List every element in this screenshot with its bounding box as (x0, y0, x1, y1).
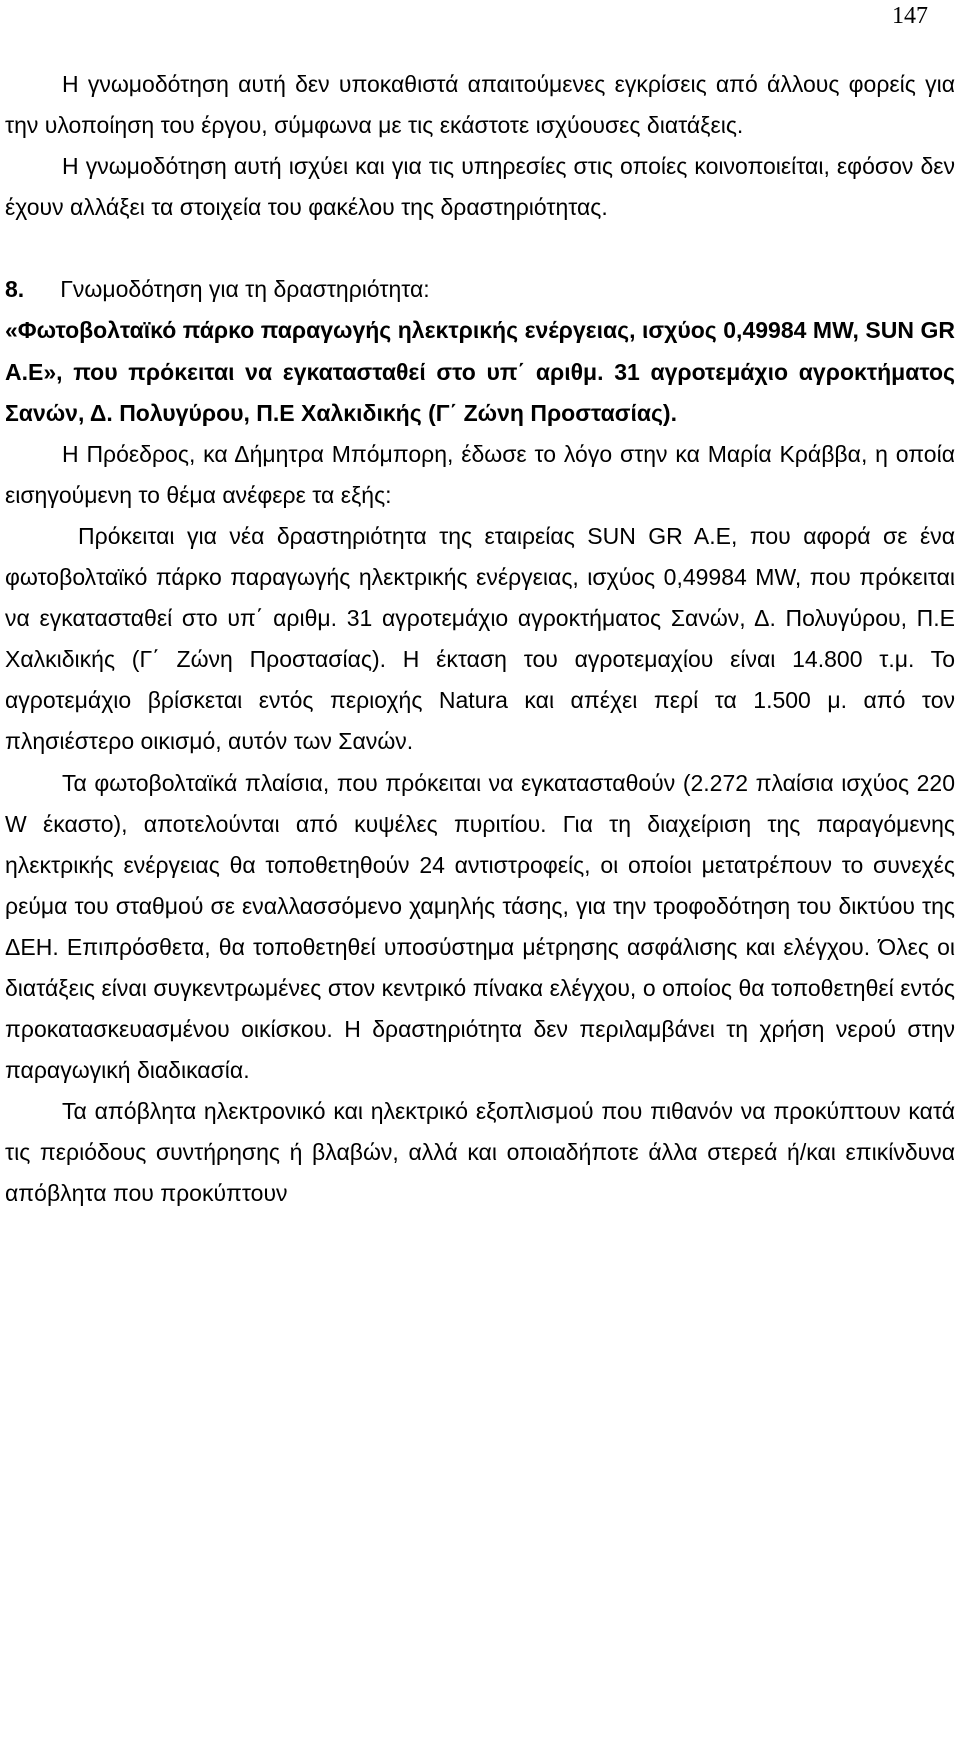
paragraph-equipment: Τα απόβλητα ηλεκτρονικό και ηλεκτρικό εξοπλισμού που πιθανόν να προκύπτουν κατά τις περιόδους συντήρησης ή βλαβών, αλλά και οποιαδήποτε άλλα στερεά ή/και επικίνδυνα απόβλητα που προκύπτουν (5, 1098, 955, 1207)
paragraph-panels: Τα φωτοβολταϊκά πλαίσια, που πρόκειται να εγκατασταθούν (2.272 πλαίσια ισχύος 220 W έκαστο), αποτελούνται από κυψέλες πυριτίου. Για τη διαχείριση της παραγόμενης ηλεκτρικής ενέργειας θα τοποθετηθούν 24 αντιστροφείς, οι οποίοι μετατρέπουν το συνεχές ρεύμα του σταθμού σε εναλλασσόμενο χαμηλής τάσης, για την τροφοδότηση του δικτύου της ΔΕΗ. Επιπρόσθετα, θα τοποθετηθεί υποσύστημα μέτρησης ασφάλισης και ελέγχου. Όλες οι διατάξεις είναι συγκεντρωμένες στον κεντρικό πίνακα ελέγχου, ο οποίος θα τοποθετηθεί εντός προκατασκευασμένου οικίσκου. Η δραστηριότητα δεν περιλαμβάνει τη χρήση νερού στην παραγωγική διαδικασία. (5, 769, 955, 1084)
paragraph-approvals: Η γνωμοδότηση αυτή δεν υποκαθιστά απαιτούμενες εγκρίσεις από άλλους φορείς για την υλοποίηση του έργου, σύμφωνα με τις εκάστοτε ισχύουσες διατάξεις. (5, 71, 955, 139)
section-heading (5, 269, 955, 310)
page-number: 147 (892, 3, 928, 29)
document-body (5, 64, 955, 1215)
paragraph-intro: Η Πρόεδρος, κα Δήμητρα Μπόμπορη, έδωσε το λόγο στην κα Μαρία Κράββα, η οποία εισηγούμενη το θέμα ανέφερε τα εξής: (5, 440, 955, 508)
paragraph-description: Πρόκειται για νέα δραστηριότητα της εταιρείας SUN GR A.E, που αφορά σε ένα φωτοβολταϊκό πάρκο παραγωγής ηλεκτρικής ενέργειας, ισχύος 0,49984 MW, που πρόκειται να εγκατασταθεί στο υπ΄ αριθμ. 31 αγροτεμάχιο αγροκτήματος Σανών, Δ. Πολυγύρου, Π.Ε Χαλκιδικής (Γ΄ Ζώνη Προστασίας). Η έκταση του αγροτεμαχίου είναι 14.800 τ.μ. Το αγροτεμάχιο βρίσκεται εντός περιοχής Natura και απέχει περί τα 1.500 μ. από τον πλησιέστερο οικισμό, αυτόν των Σανών. (5, 522, 955, 755)
section-number: 8. (5, 276, 25, 303)
paragraph-validity: Η γνωμοδότηση αυτή ισχύει και για τις υπηρεσίες στις οποίες κοινοποιείται, εφόσον δεν έχουν αλλάξει τα στοιχεία του φακέλου της δραστηριότητας. (5, 153, 955, 221)
section-title: «Φωτοβολταϊκό πάρκο παραγωγής ηλεκτρικής ενέργειας, ισχύος 0,49984 MW, SUN GR A.E», που πρόκειται να εγκατασταθεί στο υπ΄ αριθμ. 31 αγροτεμάχιο αγροκτήματος Σανών, Δ. Πολυγύρου, Π.Ε Χαλκιδικής (Γ΄ Ζώνη Προστασίας). (5, 317, 955, 426)
section-label: Γνωμοδότηση για τη δραστηριότητα: (60, 276, 430, 303)
section-spacer (5, 228, 955, 269)
